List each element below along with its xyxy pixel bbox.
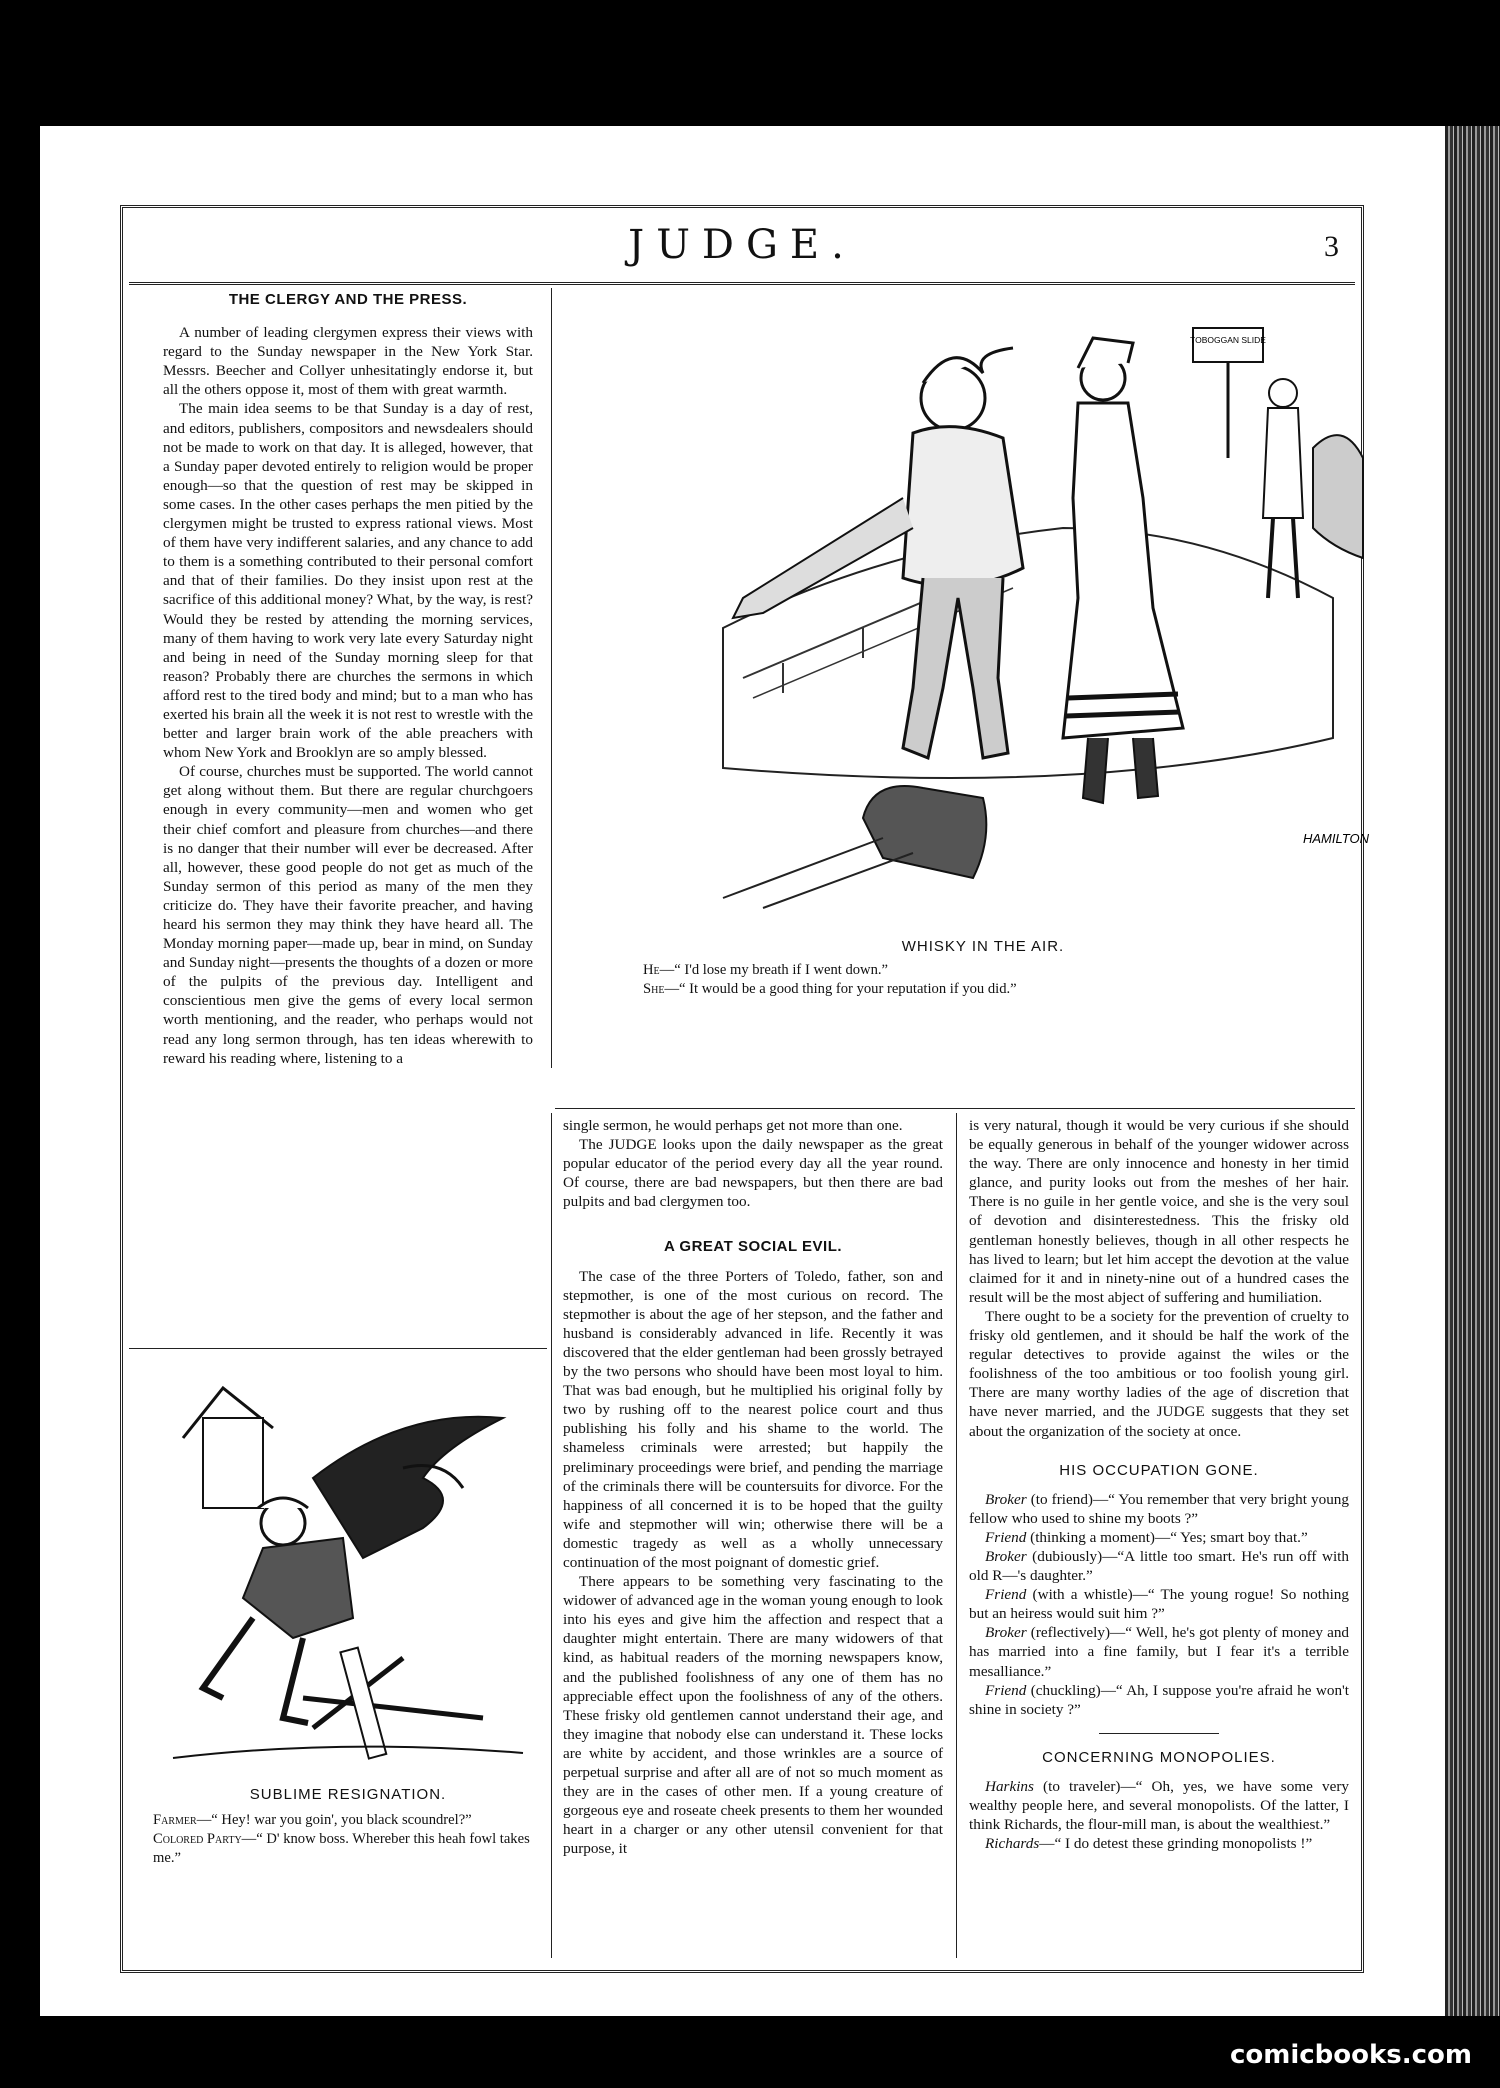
paragraph: The main idea seems to be that Sunday is a day of rest, and editors, publishers, compositors and newsdealers should not be made to work on that day. It is alleged, however, that a Sunday paper devoted entirely to religion would be proper enough—so that the question of rest may be skipped in some cases. In the other cases perhaps the men pitied by the clergymen might be trusted to express rational views. Most of them have very indifferent salaries, and any chance to add to them is a something contributed to their personal comfort and that of their families. Do they insist upon rest at the sacrifice of this additional money? What, by the way, is rest? Would they be rested by attending the morning services, many of them having to work very late every Saturday night and being in need of the Sunday morning sleep for that reason? Probably there are churches the sermons in which afford rest to the tired body and mind; but to a man who has exerted his brain all the week it is not rest to wrestle with the better and larger brain work of the able preachers with whom New York and Brooklyn are so amply blessed. — [163, 400, 533, 762]
paragraph: A number of leading clergymen express their views with regard to the Sunday newspaper in the New York Star. Messrs. Beecher and Collyer unhesitatingly endorse it, but all the others oppose it, most of them with great warmth. — [163, 324, 533, 399]
signpost-text: TOBOGGAN SLIDE — [1190, 335, 1266, 345]
masthead-title: JUDGE. — [628, 222, 856, 268]
artist-signature: HAMILTON — [1303, 831, 1369, 846]
section-divider — [1099, 1733, 1219, 1734]
dialog-line: Broker (reflectively)—“ Well, he's got plenty of money and has married into a fine family, but I fear it's a terrible mesalliance.” — [969, 1624, 1350, 1680]
caption-line-farmer — [153, 1811, 543, 1830]
article-heading: CONCERNING MONOPOLIES. — [1042, 1748, 1276, 1766]
right-column — [969, 1116, 1349, 1853]
article-heading: HIS OCCUPATION GONE. — [1059, 1461, 1259, 1479]
dialog-line: Friend (with a whistle)—“ The young rogue! So nothing but an heiress would suit him ?” — [969, 1586, 1349, 1623]
cartoon-whisky-caption — [623, 938, 1343, 999]
dialog-line: Broker (dubiously)—“A little too smart. He's run off with old R—'s daughter.” — [969, 1547, 1349, 1585]
paragraph: Of course, churches must be supported. The world cannot get along without them. But there are regular churchgoers enough in every community—men and women who get their chief comfort and pleasure from churches—and there is no danger that their number will ever be decreased. After all, however, these good people do not get as much of the Sunday sermon of this period as many of the men they criticize do. They have their favorite preacher, and having heard his sermon they may think they have heard all. The Monday morning paper—made up, bear in mind, on Sunday and Sunday night—presents the thoughts of a dozen or more of the pulpits of the previous day. Intelligent and conscientious men give the gems of every local sermon worth mentioning, and the reader, who perhaps would not read any long sermon through, has ten ideas wherewith to reward his reading where, listening to a — [163, 763, 533, 1067]
article-heading: A GREAT SOCIAL EVIL. — [663, 1238, 843, 1256]
section-rule — [129, 1348, 547, 1349]
speaker-name: She — [643, 981, 665, 997]
dialog-line: Friend (thinking a moment)—“ Yes; smart boy that.” — [985, 1528, 1308, 1546]
paragraph: There appears to be something very fascinating to the widower of advanced age in the woman young enough to look into his eyes and give him the affection and respect that a daughter might entertain. There are many widowers of that kind, as habitual readers of the morning newspapers know, and the published foolishness of any one of them has no appreciable effect upon the foolishness of any of the others. These frisky old gentlemen cannot understand their age, and they imagine that nobody else can understand it. These locks are white by accident, and those wrinkles are a source of perpetual surprise and after all are of not so much moment as they are in the cases of other men. If a young creature of gorgeous eye and roseate cheek presents to them her wounded heart in a charger or any other utensil convenient for that purpose, it — [563, 1573, 943, 1858]
paragraph: The JUDGE looks upon the daily newspaper as the great popular educator of the period every day all the year round. Of course, there are bad newspapers, but then there are bad pulpits and bad clergymen too. — [563, 1136, 943, 1211]
page-frame — [120, 205, 1369, 1973]
caption-line-colored-party — [153, 1830, 543, 1868]
cartoon-title: SUBLIME RESIGNATION. — [249, 1786, 447, 1803]
cartoon-whisky-illustration — [683, 298, 1373, 918]
cartoon-resignation-illustration — [163, 1358, 533, 1778]
paragraph: The case of the three Porters of Toledo, father, son and stepmother, is one of the most curious on record. The stepmother is about the age of her stepson, and the father and husband is considerably advanced in life. Recently it was discovered that the elder gentleman had been grossly betrayed by the two persons who should have been most loyal to him. That was bad enough, but he multiplied his original folly by two by rushing off to the nearest police court and thus publishing his folly and his shame to the world. The shameless criminals were arrested; but happily the preliminary proceedings were brief, and pending the marriage of the criminals there will be countersuits for divorce. For the happiness of all concerned it is to be hoped that the guilty wife and stepmother will win; otherwise there will be a domestic tragedy as well as a wholly unnecessary continuation of the most poignant of domestic grief. — [563, 1267, 943, 1571]
masthead-rule — [129, 282, 1355, 285]
cartoon-title: WHISKY IN THE AIR. — [901, 938, 1065, 955]
middle-column — [563, 1116, 943, 1858]
column-rule — [551, 1113, 552, 1958]
paragraph: There ought to be a society for the prevention of cruelty to frisky old gentlemen, and it should be half the work of the regular detectives to provide against the wiles or the foolishness of the too ambitious or too foolish young girl. There are many worthy ladies of the age of discretion that have never married, and the JUDGE suggests that they set about the organization of the society at once. — [969, 1307, 1349, 1440]
book-spine — [1445, 126, 1500, 2016]
article-clergy — [163, 290, 533, 1068]
section-rule — [555, 1108, 1355, 1109]
dialog-line: Richards—“ I do detest these grinding monopolists !” — [985, 1835, 1313, 1853]
speaker-name: Colored Party — [153, 1831, 242, 1847]
watermark-text: comicbooks.com — [1229, 2040, 1472, 2070]
dialog-line: Broker (to friend)—“ You remember that very bright young fellow who used to shine my boots ?” — [969, 1490, 1349, 1527]
column-rule — [551, 288, 552, 1068]
speaker-line: —“ D' know boss. Whereber this heah fowl takes me.” — [153, 1831, 530, 1866]
column-rule — [956, 1113, 957, 1958]
caption-line-he — [623, 961, 1343, 980]
article-heading: THE CLERGY AND THE PRESS. — [228, 291, 468, 308]
speaker-line: —“ It would be a good thing for your reputation if you did.” — [664, 981, 1017, 997]
dialog-line: Friend (chuckling)—“ Ah, I suppose you're afraid he won't shine in society ?” — [969, 1681, 1349, 1718]
paragraph: single sermon, he would perhaps get not more than one. — [563, 1117, 903, 1134]
cartoon-resignation-caption — [153, 1786, 543, 1868]
speaker-name: Farmer — [153, 1812, 197, 1828]
speaker-line: —“ Hey! war you goin', you black scoundrel?” — [196, 1812, 472, 1828]
caption-line-she — [623, 980, 1343, 999]
speaker-name: He — [643, 962, 660, 978]
speaker-line: —“ I'd lose my breath if I went down.” — [659, 962, 889, 978]
page-number: 3 — [1324, 230, 1339, 263]
dialog-line: Harkins (to traveler)—“ Oh, yes, we have some very wealthy people here, and several monopolists. Of the latter, I think Richards, the flour-mill man, is about the wealthiest.” — [969, 1777, 1349, 1834]
paragraph: is very natural, though it would be very curious if she should be equally generous in behalf of the younger widower across the way. There are only innocence and honesty in her timid glance, and purity looks out from the meshes of her hair. There is no guile in her gentle voice, and she is the very soul of devotion and disinterestedness. This the frisky old gentleman honestly believes, though in all other respects he has lived to learn; but let him accept the devotion at the value claimed for it and in ninety-nine out of a hundred cases the result will be the most abject of suffering and humiliation. — [969, 1117, 1349, 1306]
